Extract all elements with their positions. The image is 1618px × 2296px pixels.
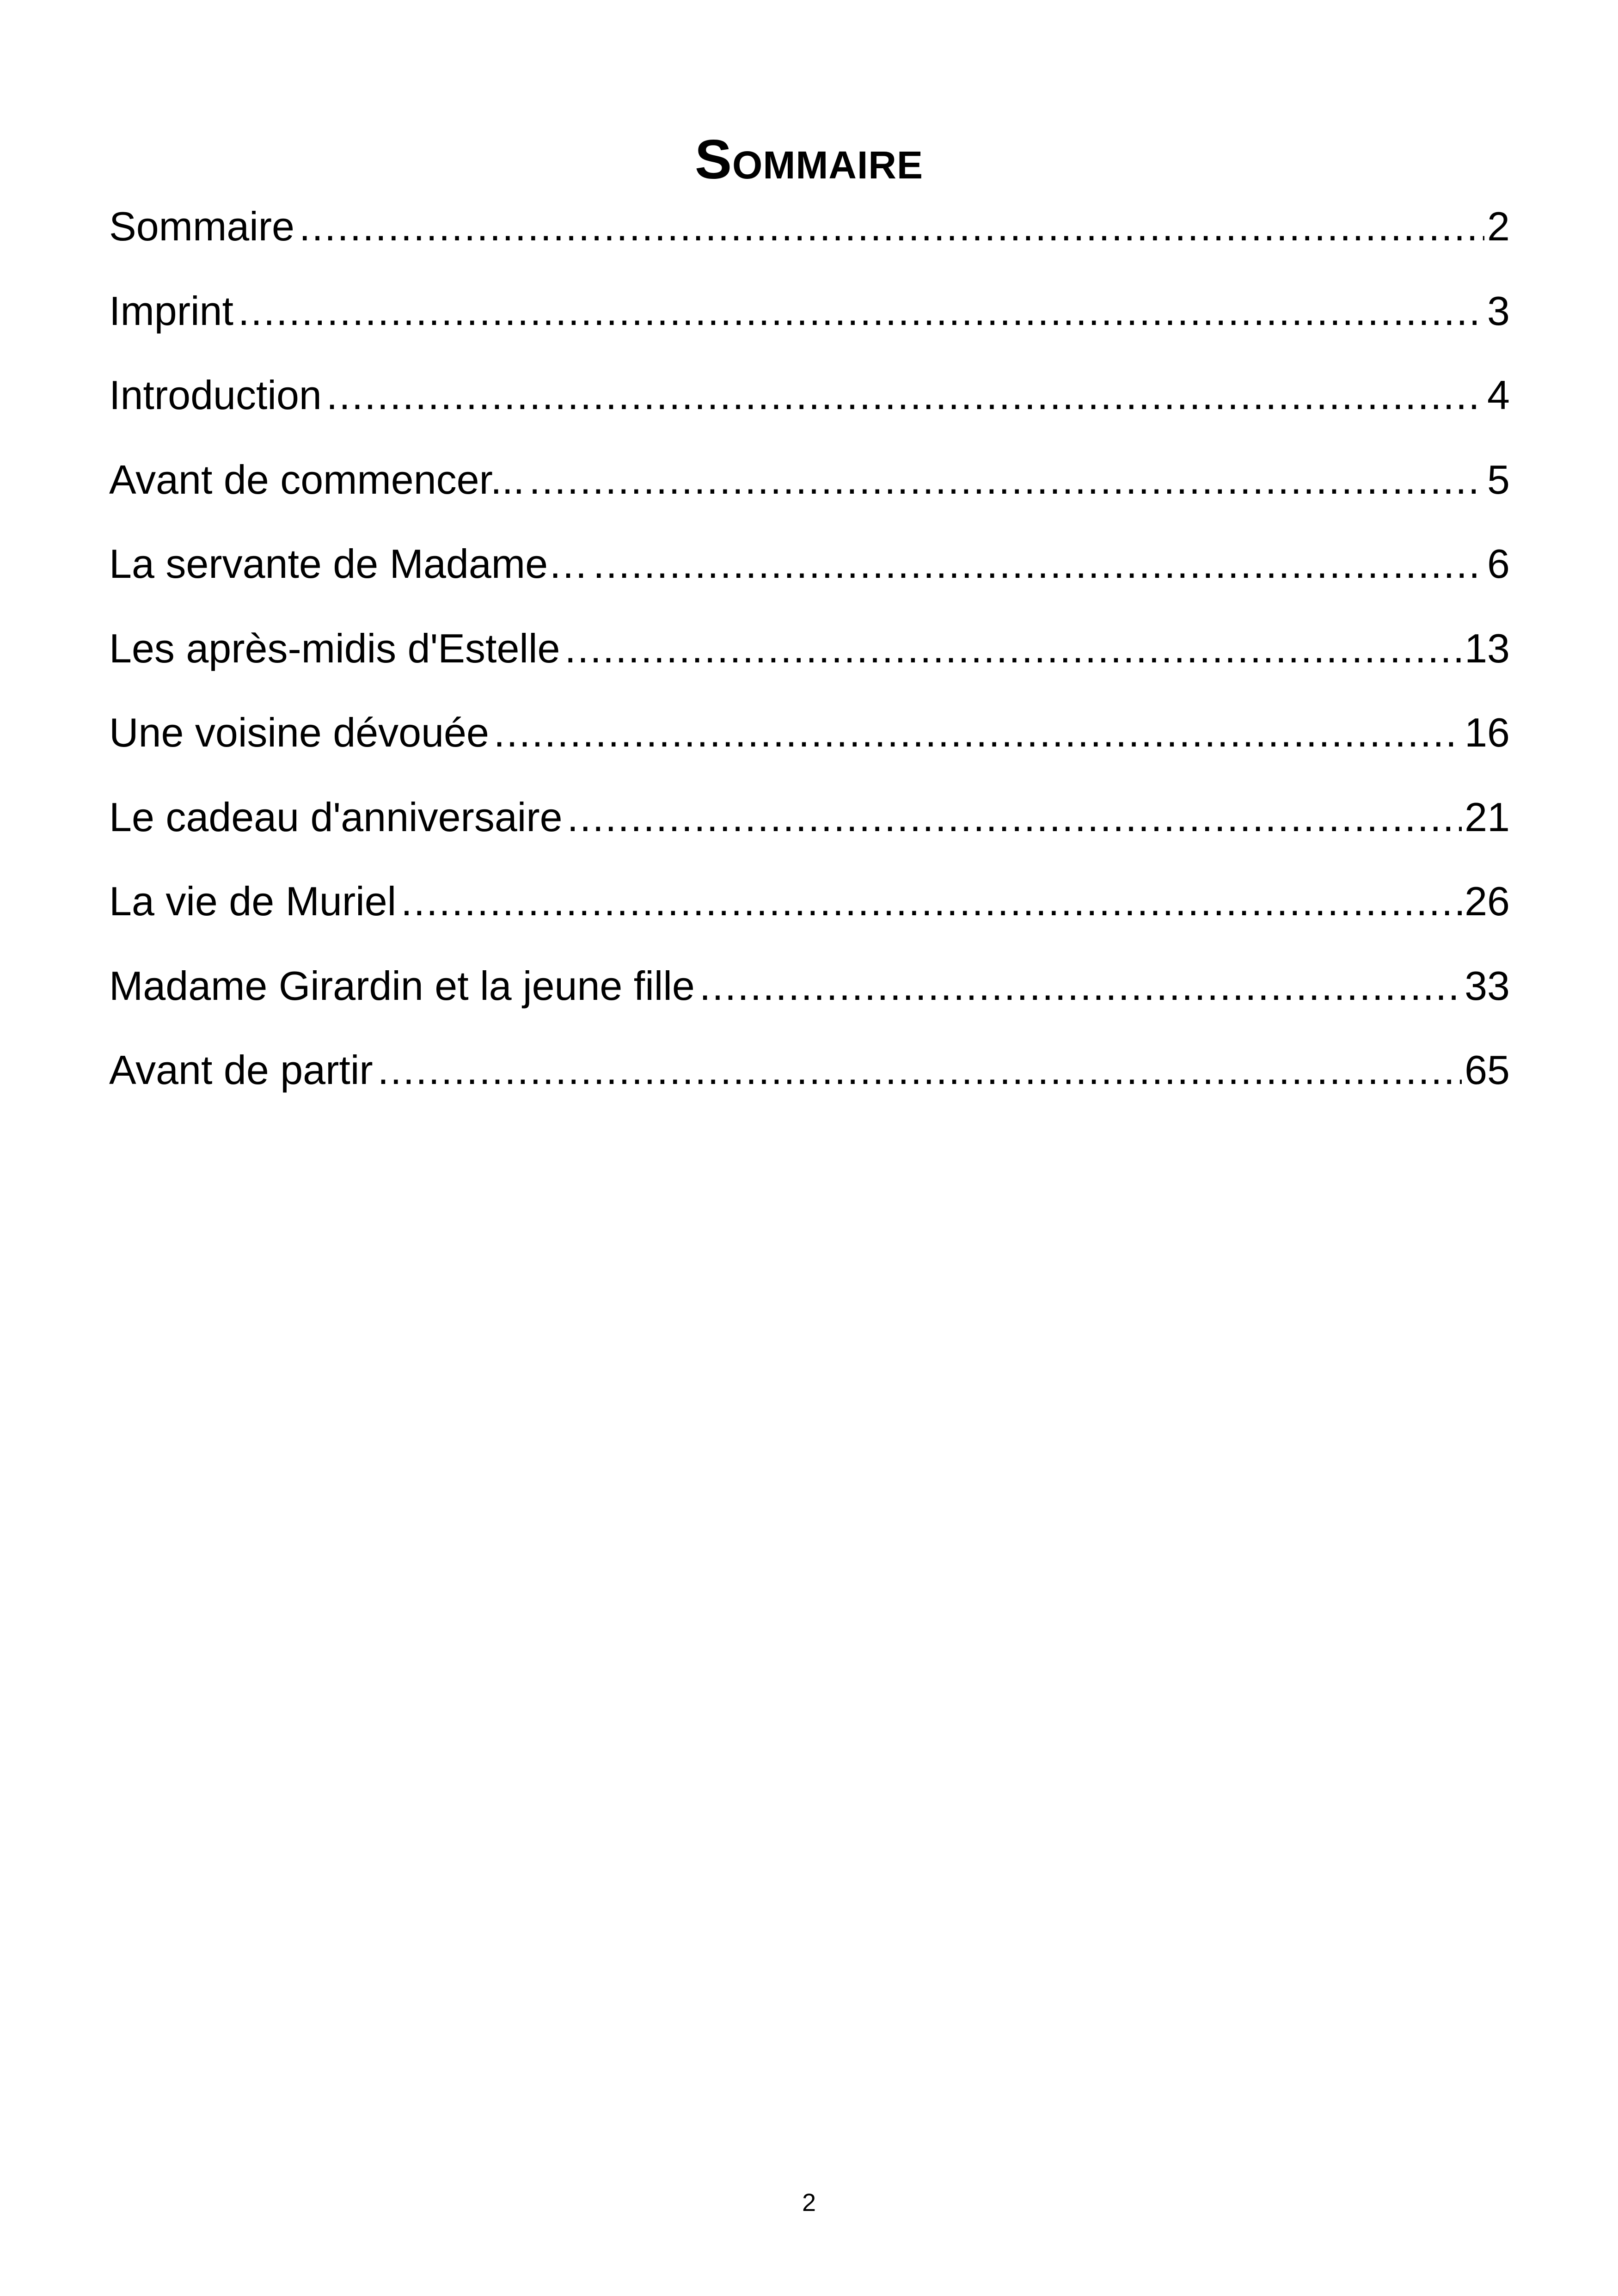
- toc-entry[interactable]: [109, 536, 1510, 621]
- toc-entry-label: La vie de Muriel: [109, 878, 397, 924]
- toc-entry[interactable]: [109, 705, 1510, 790]
- toc-entry-page: 2: [1487, 203, 1510, 249]
- toc-entry-label: Sommaire: [109, 203, 294, 249]
- toc-entry-page: 33: [1465, 962, 1510, 1009]
- page-number: 2: [802, 2189, 816, 2216]
- toc-entry-label: Les après-midis d'Estelle: [109, 625, 560, 671]
- toc-entry[interactable]: [109, 1042, 1510, 1127]
- toc-entry[interactable]: [109, 283, 1510, 368]
- toc-dot-leader: [593, 536, 1484, 592]
- toc-dot-leader: [564, 621, 1462, 676]
- toc-entry-page: 21: [1465, 794, 1510, 840]
- toc-entry[interactable]: [109, 958, 1510, 1043]
- toc-dot-leader: [401, 874, 1462, 929]
- toc-entry[interactable]: [109, 874, 1510, 958]
- toc-entry-page: 4: [1487, 372, 1510, 418]
- toc-entry-page: 65: [1465, 1047, 1510, 1093]
- toc-dot-leader: [699, 958, 1462, 1014]
- table-of-contents: [109, 199, 1510, 1127]
- toc-dot-leader: [494, 705, 1462, 760]
- toc-entry-label: Avant de partir: [109, 1047, 373, 1093]
- toc-entry[interactable]: [109, 367, 1510, 452]
- toc-entry-label: Madame Girardin et la jeune fille: [109, 962, 695, 1009]
- toc-entry-label: Le cadeau d'anniversaire: [109, 794, 563, 840]
- toc-entry-page: 3: [1487, 288, 1510, 334]
- toc-dot-leader: [238, 283, 1484, 339]
- toc-dot-leader: [567, 790, 1462, 845]
- toc-entry[interactable]: [109, 199, 1510, 283]
- toc-entry-page: 13: [1465, 625, 1510, 671]
- toc-entry[interactable]: [109, 790, 1510, 874]
- toc-dot-leader: [529, 452, 1484, 508]
- toc-entry-label: La servante de Madame…: [109, 541, 589, 587]
- toc-entry-label: Imprint: [109, 288, 233, 334]
- page-title: Sommaire: [694, 129, 923, 191]
- toc-entry-page: 6: [1487, 541, 1510, 587]
- toc-dot-leader: [378, 1042, 1462, 1098]
- toc-entry-page: 26: [1465, 878, 1510, 924]
- toc-entry[interactable]: [109, 621, 1510, 705]
- toc-dot-leader: [326, 367, 1484, 423]
- toc-dot-leader: [299, 199, 1484, 254]
- toc-entry-page: 16: [1465, 710, 1510, 755]
- toc-entry-label: Une voisine dévouée: [109, 710, 489, 755]
- toc-entry[interactable]: [109, 452, 1510, 537]
- toc-entry-label: Introduction: [109, 372, 322, 418]
- toc-entry-page: 5: [1487, 456, 1510, 502]
- toc-entry-label: Avant de commencer...: [109, 456, 525, 502]
